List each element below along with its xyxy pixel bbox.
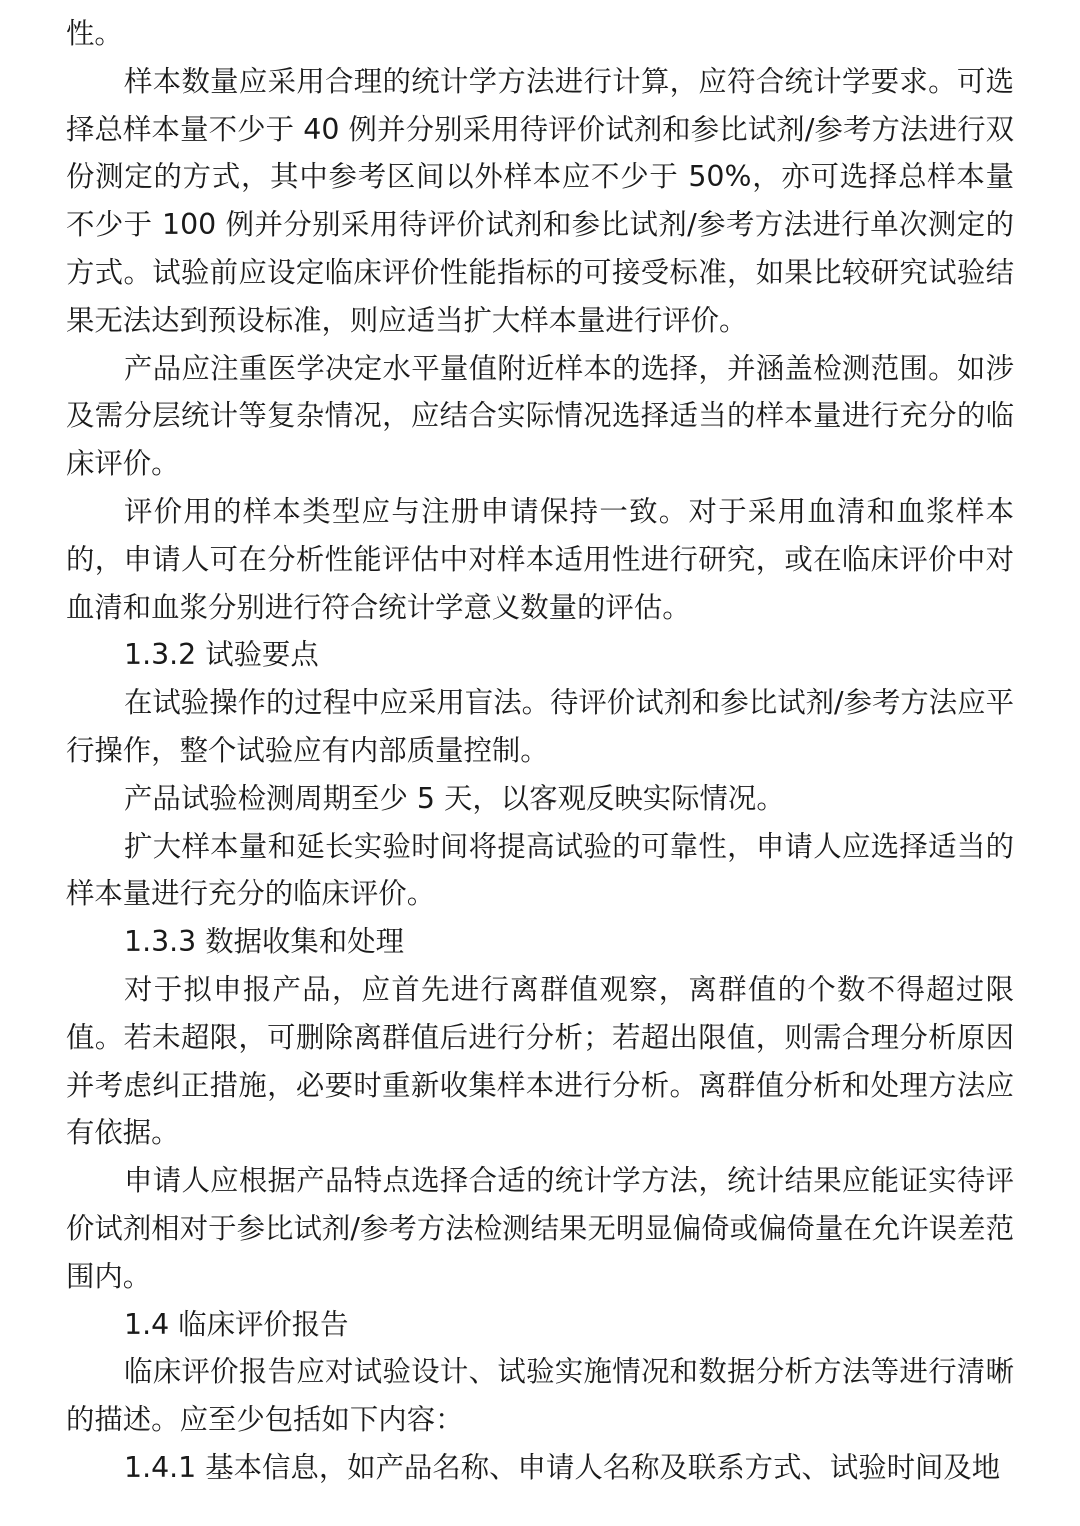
- paragraph-continuation: 性。: [66, 17, 123, 50]
- paragraph-sample-size: 样本数量应采用合理的统计学方法进行计算，应符合统计学要求。可选择总样本量不少于 40 例并分别采用待评价试剂和参比试剂/参考方法进行双份测定的方式，其中参考区间以外样本应不少于 50%，亦可选择总样本量不少于 100 例并分别采用待评价试剂和参比试剂/参考方法进行单次测定的方式。试验前应设定临床评价性能指标的可接受标准，如果比较研究试验结果无法达到预设标准，则应适当扩大样本量进行评价。: [66, 64, 1014, 337]
- paragraph-medical-decision-level: 产品应注重医学决定水平量值附近样本的选择，并涵盖检测范围。如涉及需分层统计等复杂情况，应结合实际情况选择适当的样本量进行充分的临床评价。: [66, 351, 1014, 481]
- paragraph-reliability: 扩大样本量和延长实验时间将提高试验的可靠性，申请人应选择适当的样本量进行充分的临床评价。: [66, 829, 1014, 911]
- paragraph-outliers: 对于拟申报产品，应首先进行离群值观察，离群值的个数不得超过限值。若未超限，可删除离群值后进行分析；若超出限值，则需合理分析原因并考虑纠正措施，必要时重新收集样本进行分析。离群值分析和处理方法应有依据。: [66, 972, 1014, 1150]
- paragraph-sample-type: 评价用的样本类型应与注册申请保持一致。对于采用血清和血浆样本的，申请人可在分析性能评估中对样本适用性进行研究，或在临床评价中对血清和血浆分别进行符合统计学意义数量的评估。: [66, 494, 1014, 624]
- section-heading-1-4: 1.4 临床评价报告: [124, 1307, 349, 1341]
- paragraph-statistics: 申请人应根据产品特点选择合适的统计学方法，统计结果应能证实待评价试剂相对于参比试剂/参考方法检测结果无明显偏倚或偏倚量在允许误差范围内。: [66, 1164, 1014, 1293]
- section-heading-1-3-2: 1.3.2 试验要点: [124, 638, 319, 672]
- paragraph-blind-method: 在试验操作的过程中应采用盲法。待评价试剂和参比试剂/参考方法应平行操作，整个试验应有内部质量控制。: [66, 686, 1014, 767]
- section-heading-1-3-3: 1.3.3 数据收集和处理: [124, 925, 404, 959]
- paragraph-test-period: 产品试验检测周期至少 5 天，以客观反映实际情况。: [124, 781, 785, 815]
- paragraph-basic-info: 1.4.1 基本信息，如产品名称、申请人名称及联系方式、试验时间及地: [124, 1450, 1001, 1484]
- document-body: [66, 10, 1014, 1492]
- paragraph-report-content: 临床评价报告应对试验设计、试验实施情况和数据分析方法等进行清晰的描述。应至少包括如下内容：: [66, 1355, 1014, 1437]
